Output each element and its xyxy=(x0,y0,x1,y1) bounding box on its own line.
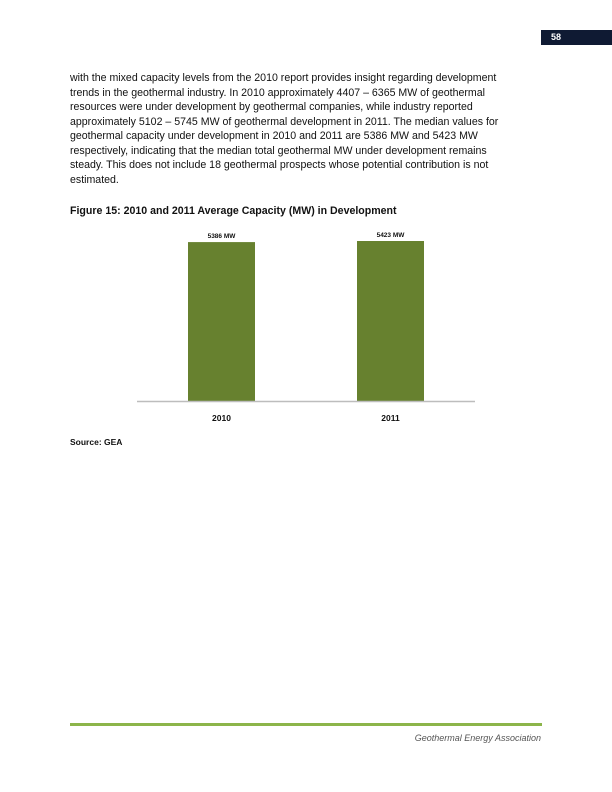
body-line: geothermal capacity under development in 2010 and 2011 are 5386 MW and 5423 MW xyxy=(70,130,478,142)
body-line: respectively, indicating that the median total geothermal MW under development remains xyxy=(70,144,487,157)
bar-2010 xyxy=(188,242,255,401)
figure-title: Figure 15: 2010 and 2011 Average Capacity (MW) in Development xyxy=(70,205,397,217)
x-tick-label: 2011 xyxy=(381,413,400,423)
x-tick-label: 2010 xyxy=(212,413,231,423)
bar-2011 xyxy=(357,241,424,401)
body-line: steady. This does not include 18 geothermal prospects whose potential contribution is not xyxy=(70,159,489,171)
body-line: trends in the geothermal industry. In 2010 approximately 4407 – 6365 MW of geothermal xyxy=(70,86,485,99)
footer-divider xyxy=(70,723,542,726)
body-line: resources were under development by geothermal companies, while industry reported xyxy=(70,101,473,113)
footer-organization: Geothermal Energy Association xyxy=(414,733,541,743)
page-number: 58 xyxy=(541,30,612,45)
body-line: approximately 5102 – 5745 MW of geothermal development in 2011. The median values for xyxy=(70,115,499,128)
data-label: 5423 MW xyxy=(376,232,405,239)
data-label: 5386 MW xyxy=(207,233,236,241)
body-line: with the mixed capacity levels from the 2010 report provides insight regarding development xyxy=(70,72,497,84)
body-line: estimated. xyxy=(70,173,119,186)
figure-source: Source: GEA xyxy=(70,437,123,447)
